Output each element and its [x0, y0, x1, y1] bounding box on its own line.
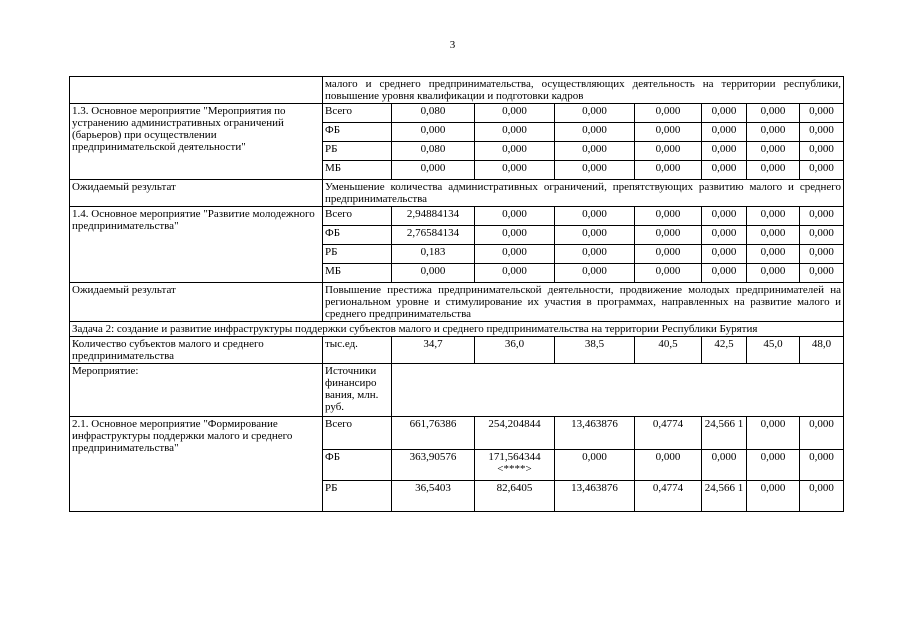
- value-cell: 0,000: [747, 226, 800, 245]
- value-cell: 0,000: [635, 226, 702, 245]
- value-cell: 0,000: [635, 207, 702, 226]
- value-cell: 0,000: [702, 264, 747, 283]
- value-cell: 0,000: [747, 481, 800, 512]
- value-cell: 0,000: [702, 142, 747, 161]
- value-cell: 0,000: [702, 207, 747, 226]
- value-cell: 24,566 1: [702, 417, 747, 450]
- value-cell: 40,5: [635, 337, 702, 364]
- value-cell: 0,000: [800, 481, 844, 512]
- continuation-row: [70, 77, 844, 104]
- value-cell: 0,000: [747, 245, 800, 264]
- value-cell: 0,000: [475, 161, 555, 180]
- source-cell: РБ: [323, 142, 392, 161]
- source-cell: ФБ: [323, 123, 392, 142]
- value-cell: 0,000: [555, 450, 635, 481]
- value-cell: 0,000: [555, 104, 635, 123]
- value-cell: 0,000: [392, 264, 475, 283]
- value-cell: 0,000: [747, 207, 800, 226]
- value-cell: 0,000: [800, 207, 844, 226]
- value-cell: 0,000: [475, 207, 555, 226]
- measure-2-1-name: 2.1. Основное мероприятие "Формирование инфраструктуры поддержки малого и среднего предпринимательства": [70, 417, 323, 512]
- source-cell: Всего: [323, 207, 392, 226]
- value-cell: 13,463876: [555, 481, 635, 512]
- value-cell: 0,080: [392, 142, 475, 161]
- value-cell: 45,0: [747, 337, 800, 364]
- value-cell: 0,000: [555, 123, 635, 142]
- task-row: [70, 322, 844, 337]
- value-cell: 0,000: [475, 123, 555, 142]
- indicator-unit: тыс.ед.: [323, 337, 392, 364]
- sources-header: Источники финансиро вания, млн. руб.: [323, 364, 392, 417]
- value-cell: 13,463876: [555, 417, 635, 450]
- value-cell: 38,5: [555, 337, 635, 364]
- empty-cell: [70, 77, 323, 104]
- source-cell: МБ: [323, 161, 392, 180]
- source-cell: РБ: [323, 481, 392, 512]
- source-cell: РБ: [323, 245, 392, 264]
- value-cell: 661,76386: [392, 417, 475, 450]
- value-cell: 254,204844: [475, 417, 555, 450]
- value-cell: 0,000: [635, 245, 702, 264]
- value-cell: 0,000: [747, 123, 800, 142]
- value-cell: 0,000: [475, 104, 555, 123]
- empty-cell: [392, 364, 844, 417]
- value-cell: 0,000: [475, 142, 555, 161]
- value-cell: 82,6405: [475, 481, 555, 512]
- value-cell: 171,564344 <****>: [475, 450, 555, 481]
- value-cell: 0,000: [800, 104, 844, 123]
- continuation-text: малого и среднего предпринимательства, осуществляющих деятельность на территории республики, повышение уровня квалификации и подготовки кадров: [323, 77, 844, 104]
- value-cell: 42,5: [702, 337, 747, 364]
- value-cell: 0,000: [747, 264, 800, 283]
- value-cell: 0,000: [800, 123, 844, 142]
- task-2-text: Задача 2: создание и развитие инфраструктуры поддержки субъектов малого и среднего предпринимательства на территории Республики Бурятия: [70, 322, 844, 337]
- value-cell: 0,000: [635, 123, 702, 142]
- value-cell: 0,000: [702, 104, 747, 123]
- expected-result-label: Ожидаемый результат: [70, 283, 323, 322]
- value-cell: 0,000: [800, 245, 844, 264]
- value-cell: 0,000: [555, 264, 635, 283]
- expected-result-text: Повышение престижа предпринимательской деятельности, продвижение молодых предпринимателей на региональном уровне и стимулирование их участия в программах, направленных на развитие малого и среднего предпринимательства: [323, 283, 844, 322]
- expected-result-row: [70, 283, 844, 322]
- value-cell: 0,000: [800, 450, 844, 481]
- value-cell: 0,000: [702, 161, 747, 180]
- value-cell: 34,7: [392, 337, 475, 364]
- value-cell: 0,000: [555, 245, 635, 264]
- value-cell: 0,000: [475, 226, 555, 245]
- value-cell: 0,000: [475, 264, 555, 283]
- value-cell: 0,000: [702, 450, 747, 481]
- value-cell: 0,000: [635, 161, 702, 180]
- value-cell: 0,000: [747, 104, 800, 123]
- value-cell: 0,000: [635, 104, 702, 123]
- value-cell: 0,000: [555, 226, 635, 245]
- value-cell: 24,566 1: [702, 481, 747, 512]
- source-cell: Всего: [323, 417, 392, 450]
- value-cell: 0,000: [555, 207, 635, 226]
- value-cell: 0,000: [800, 161, 844, 180]
- table-row: [70, 207, 844, 226]
- value-cell: 2,94884134: [392, 207, 475, 226]
- value-cell: 0,000: [635, 264, 702, 283]
- value-cell: 0,000: [702, 245, 747, 264]
- value-cell: 36,0: [475, 337, 555, 364]
- source-cell: ФБ: [323, 226, 392, 245]
- value-cell: 0,000: [747, 450, 800, 481]
- value-cell: 0,000: [392, 161, 475, 180]
- financing-table: [69, 76, 844, 512]
- value-cell: 0,000: [555, 142, 635, 161]
- value-cell: 0,000: [800, 226, 844, 245]
- value-cell: 48,0: [800, 337, 844, 364]
- indicator-row: [70, 337, 844, 364]
- value-cell: 0,000: [702, 123, 747, 142]
- value-cell: 0,000: [555, 161, 635, 180]
- source-cell: МБ: [323, 264, 392, 283]
- value-cell: 0,000: [392, 123, 475, 142]
- measure-1-4-name: 1.4. Основное мероприятие "Развитие молодежного предпринимательства": [70, 207, 323, 283]
- source-cell: ФБ: [323, 450, 392, 481]
- table-row: [70, 104, 844, 123]
- measure-label: Мероприятие:: [70, 364, 323, 417]
- value-cell: 0,000: [635, 142, 702, 161]
- table-row: [70, 417, 844, 450]
- value-cell: 36,5403: [392, 481, 475, 512]
- value-cell: 0,080: [392, 104, 475, 123]
- measure-header-row: [70, 364, 844, 417]
- value-cell: 363,90576: [392, 450, 475, 481]
- value-cell: 0,000: [635, 450, 702, 481]
- expected-result-row: [70, 180, 844, 207]
- indicator-name: Количество субъектов малого и среднего предпринимательства: [70, 337, 323, 364]
- value-cell: 0,4774: [635, 481, 702, 512]
- value-cell: 0,000: [800, 264, 844, 283]
- value-cell: 0,4774: [635, 417, 702, 450]
- value-cell: 0,183: [392, 245, 475, 264]
- value-cell: 0,000: [475, 245, 555, 264]
- value-cell: 0,000: [702, 226, 747, 245]
- value-cell: 0,000: [747, 161, 800, 180]
- expected-result-text: Уменьшение количества административных ограничений, препятствующих развитию малого и среднего предпринимательства: [323, 180, 844, 207]
- value-cell: 2,76584134: [392, 226, 475, 245]
- page-number: 3: [449, 39, 456, 51]
- value-cell: 0,000: [800, 142, 844, 161]
- value-cell: 0,000: [747, 142, 800, 161]
- expected-result-label: Ожидаемый результат: [70, 180, 323, 207]
- measure-1-3-name: 1.3. Основное мероприятие "Мероприятия по устранению административных ограничений (барьеров) при осуществлении предпринимательской деятельности": [70, 104, 323, 180]
- source-cell: Всего: [323, 104, 392, 123]
- value-cell: 0,000: [800, 417, 844, 450]
- value-cell: 0,000: [747, 417, 800, 450]
